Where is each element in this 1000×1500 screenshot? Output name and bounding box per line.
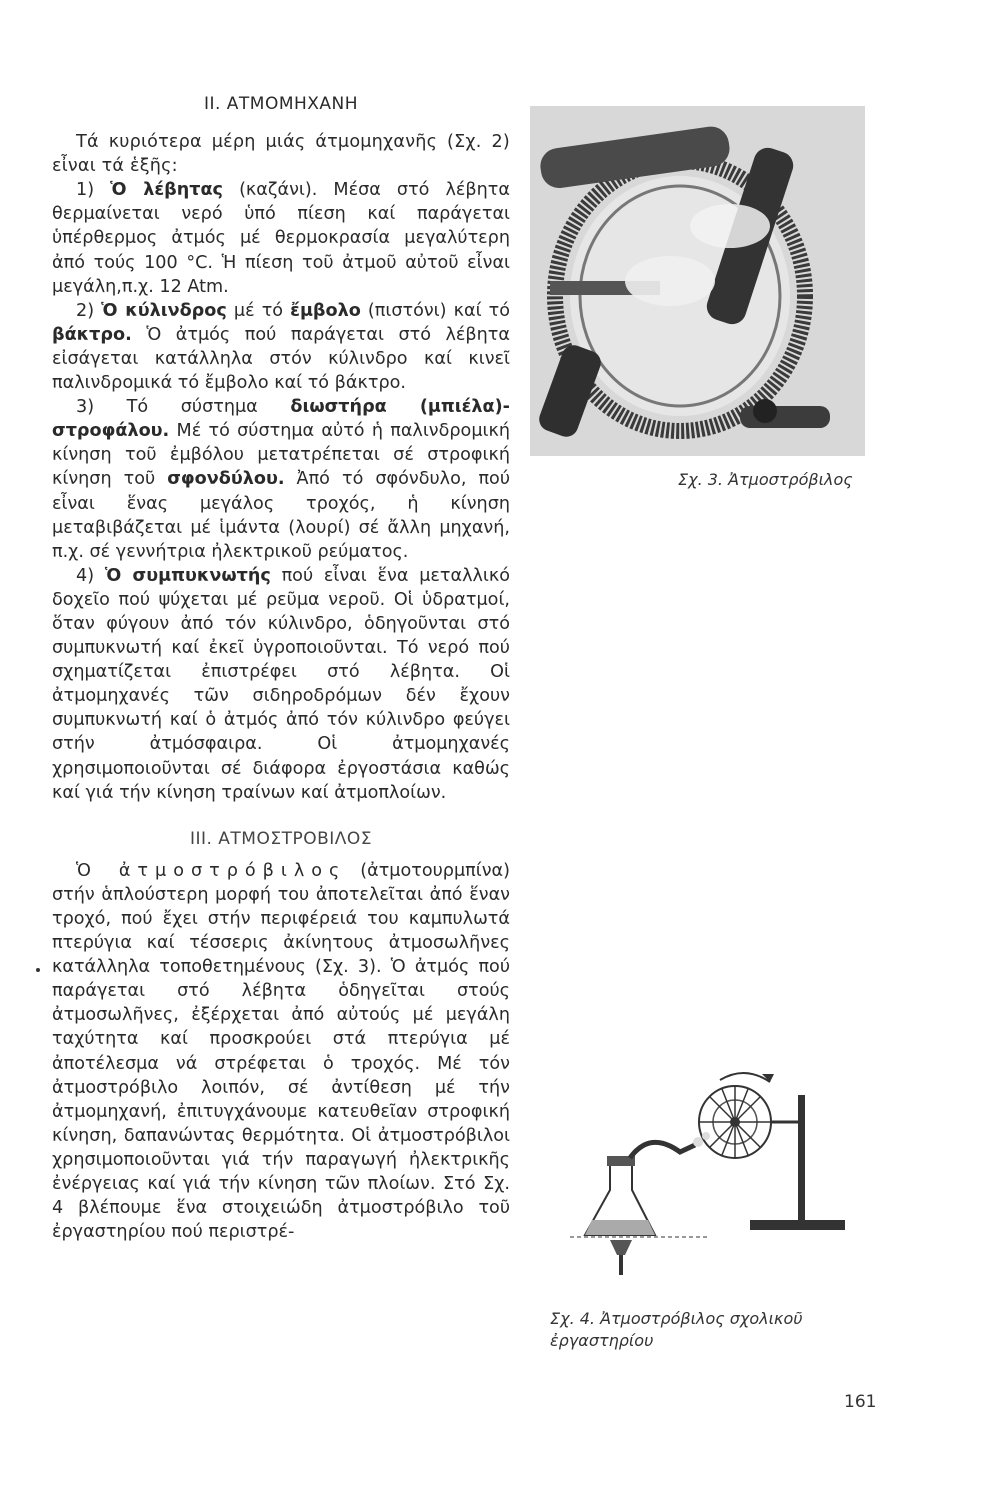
paragraph-crank-system: 3) Τό σύστημα διωστήρα (μπιέλα)-στροφάλου. Μέ τό σύστημα αὐτό ἡ παλινδρομική κίνηση τοῦ ἐμβόλου μετατρέπεται σέ στροφική κίνηση τοῦ σφονδύλου. Ἀπό τό σφόνδυλο, πού εἶναι ἕνας μεγάλος τροχός, ἡ κίνηση μεταβιβάζεται μέ ἱμάντα (λουρί) σέ ἄλλη μηχανή, π.χ. σέ γεννήτρια ἠλεκτρικοῦ ρεύματος. (52, 397, 511, 562)
term-piston: ἔμβολο (290, 300, 361, 321)
term-flywheel: σφονδύλου. (167, 469, 285, 490)
margin-dot (36, 968, 40, 972)
main-text-column (52, 92, 510, 1244)
term-boiler: Ὁ λέβητας (110, 180, 223, 201)
lab-turbine-illustration (570, 1060, 855, 1290)
term-condenser: Ὁ συμπυκνωτής (104, 565, 271, 586)
intro-paragraph: Τά κυριότερα μέρη μιάς άτμομηχανῆς (Σχ. 2) εἶναι τά ἑξῆς: (52, 132, 510, 177)
figure-3-caption: Σχ. 3. Ἀτμοστρόβιλος (678, 470, 853, 489)
turbine-photo-illustration (530, 106, 865, 456)
figure-3-turbine-photo (530, 106, 865, 456)
paragraph-turbine: Ὁ ἀτμοστρόβιλος (ἀτμοτουρμπίνα) στήν ἁπλούστερη μορφή του ἀποτελεῖται ἀπό ἕναν τροχό, πού ἔχει στήν περιφέρειά του καμπυλωτά πτερύγια καί τέσσερις ἀκίνητους ἀτμοσωλῆνες κατάλληλα τοποθετημένους (Σχ. 3). Ὁ ἀτμός πού παράγεται στό λέβητα ὁδηγεῖται στούς ἀτμοσωλῆνες, ἐξέρχεται ἀπό αὐτούς μέ μεγάλη ταχύτητα καί προσκρούει στά πτερύγια μέ ἀποτέλεσμα νά στρέφεται ὁ τροχός. Μέ τόν ἀτμοστρόβιλο λοιπόν, σέ ἀντίθεση μέ τήν ἀτμομηχανή, ἐπιτυγχάνουμε κατευθεῖαν στροφική κίνηση, δαπανώντας θερμότητα. Οἱ ἀτμοστρόβιλοι χρησιμοποιοῦνται γιά τήν παραγωγή ἠλεκτρικῆς ἐνέργειας καί γιά τήν κίνηση τῶν πλοίων. Στό Σχ. 4 βλέπουμε ἕνα στοιχειώδη ἀτμοστρόβιλο τοῦ ἐργαστηρίου πού περιστρέ- (52, 860, 510, 1243)
term-crank: διωστήρα (μπιέλα)-στροφάλου. (52, 397, 510, 442)
term-turbine-spaced: Ὁ ἀτμοστρόβιλος (76, 860, 347, 881)
paragraph-boiler: 1) Ὁ λέβητας (καζάνι). Μέσα στό λέβητα θερμαίνεται νερό ὑπό πίεση καί παράγεται ὑπέρθερμος ἀτμός μέ θερμοκρασία μεγαλύτερη ἀπό τούς 100 °C. Ἡ πίεση τοῦ ἀτμοῦ αὐτοῦ εἶναι μεγάλη,π.χ. 12 Atm. (52, 180, 510, 297)
page-number: 161 (844, 1392, 877, 1412)
term-rod: βάκτρο. (52, 324, 132, 345)
section-title-steam-engine: ΙΙ. ΑΤΜΟΜΗΧΑΝΗ (203, 94, 359, 114)
paragraph-condenser: 4) Ὁ συμπυκνωτής πού εἶναι ἕνα μεταλλικό δοχεῖο πού ψύχεται μέ ρεῦμα νεροῦ. Οἱ ὑδρατμοί, ὅταν φύγουν ἀπό τόν κύλινδρο, ὁδηγοῦνται στό συμπυκνωτή καί ἐκεῖ ὑγροποιοῦνται. Τό νερό πού σχηματίζεται ἐπιστρέφει στό λέβητα. Οἱ ἀτμομηχανές τῶν σιδηροδρόμων δέν ἔχουν συμπυκνωτή καί ὁ ἀτμός ἀπό τόν κύλινδρο φεύγει στήν ἀτμόσφαιρα. Οἱ ἀτμομηχανές χρησιμοποιοῦνται σέ διάφορα ἐργοστάσια καθώς καί γιά τήν κίνηση τραίνων καί ἀτμοπλοίων. (52, 565, 510, 803)
figure-4-caption: Σχ. 4. Ἀτμοστρόβιλος σχολικοῦ ἐργαστηρίου (550, 1309, 803, 1350)
term-cylinder: Ὁ κύλινδρος (101, 300, 227, 321)
section-title-steam-turbine: ΙΙΙ. ΑΤΜΟΣΤΡΟΒΙΛΟΣ (189, 828, 373, 849)
paragraph-cylinder: 2) Ὁ κύλινδρος μέ τό ἔμβολο (πιστόνι) καί τό βάκτρο. Ὁ ἀτμός πού παράγεται στό λέβητα εἰσάγεται κατάλληλα στόν κύλινδρο καί κινεῖ παλινδρομικά τό ἔμβολο καί τό βάκτρο. (52, 300, 510, 394)
figure-4-lab-turbine-drawing (570, 1060, 855, 1290)
